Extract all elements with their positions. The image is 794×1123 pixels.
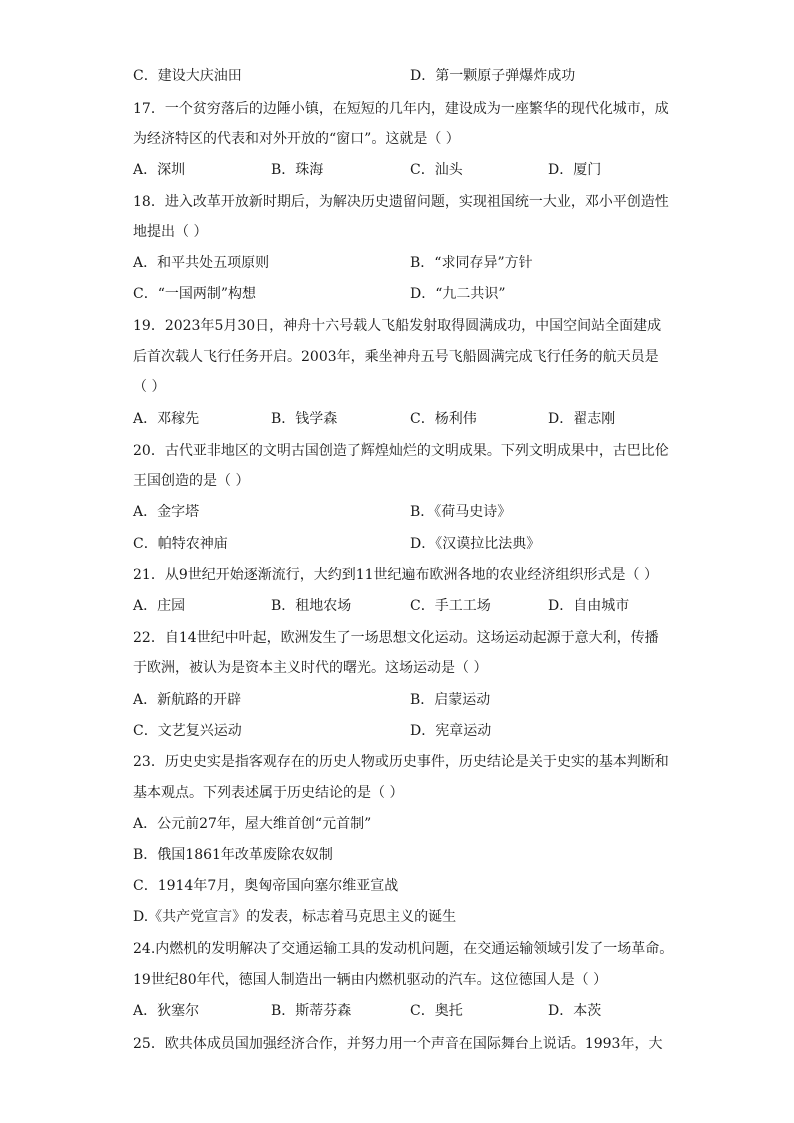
option-d: D．厦门: [548, 162, 602, 178]
question-24-text-cont: 19世纪80年代，德国人制造出一辆由内燃机驱动的汽车。这位德国人是（ ）: [133, 972, 608, 988]
option-d: D．自由城市: [548, 598, 630, 614]
option-d: D.《共产党宣言》的发表，标志着马克思主义的诞生: [133, 909, 457, 925]
option-a: A．邓稼先: [133, 411, 200, 427]
question-23-text-cont: 基本观点。下列表述属于历史结论的是（ ）: [133, 785, 404, 801]
option-a: A．公元前27年，屋大维首创“元首制”: [133, 816, 372, 832]
option-d: D．第一颗原子弹爆炸成功: [410, 68, 576, 84]
option-c: C．汕头: [410, 162, 463, 178]
option-c: C．奥托: [410, 1003, 463, 1019]
question-21-text: 21．从9世纪开始逐渐流行，大约到11世纪遍布欧洲各地的农业经济组织形式是（ ）: [133, 567, 658, 583]
option-b: B．“求同存异”方针: [410, 255, 533, 271]
question-24-text: 24.内燃机的发明解决了交通运输工具的发动机问题，在交通运输领域引发了一场革命。: [133, 941, 674, 957]
question-19-text-cont: 后首次载人飞行任务开启。2003年，乘坐神舟五号飞船圆满完成飞行任务的航天员是: [133, 349, 659, 365]
option-d: D．翟志刚: [548, 411, 616, 427]
option-d: D．本茨: [548, 1003, 602, 1019]
option-d: D．《汉谟拉比法典》: [410, 536, 541, 552]
option-c: C．建设大庆油田: [133, 68, 242, 84]
question-18-text: 18．进入改革开放新时期后，为解决历史遗留问题，实现祖国统一大业，邓小平创造性: [133, 194, 669, 210]
question-20-text: 20．古代亚非地区的文明古国创造了辉煌灿烂的文明成果。下列文明成果中，古巴比伦: [133, 443, 669, 459]
option-d: D．宪章运动: [410, 723, 492, 739]
question-22-text-cont: 于欧洲，被认为是资本主义时代的曙光。这场运动是（ ）: [133, 660, 488, 676]
question-22-text: 22．自14世纪中叶起，欧洲发生了一场思想文化运动。这场运动起源于意大利，传播: [133, 630, 659, 646]
option-a: A．狄塞尔: [133, 1003, 200, 1019]
question-23-text: 23．历史史实是指客观存在的历史人物或历史事件，历史结论是关于史实的基本判断和: [133, 754, 669, 770]
option-c: C．1914年7月，奥匈帝国向塞尔维亚宣战: [133, 878, 399, 894]
option-c: C．帕特农神庙: [133, 536, 228, 552]
option-c: C．杨利伟: [410, 411, 477, 427]
option-c: C．“一国两制”构想: [133, 286, 257, 302]
option-b: B．俄国1861年改革废除农奴制: [133, 847, 333, 863]
option-a: A．深圳: [133, 162, 186, 178]
option-b: B．租地农场: [271, 598, 352, 614]
option-b: B．《荷马史诗》: [410, 504, 512, 520]
question-17-text: 17．一个贫穷落后的边陲小镇，在短短的几年内，建设成为一座繁华的现代化城市，成: [133, 101, 669, 117]
question-20-text-cont: 王国创造的是（ ）: [133, 473, 250, 489]
option-b: B．珠海: [271, 162, 324, 178]
option-b: B．启蒙运动: [410, 692, 491, 708]
question-25-text: 25．欧共体成员国加强经济合作，并努力用一个声音在国际舞台上说话。1993年，大: [133, 1036, 663, 1052]
option-a: A．庄园: [133, 598, 186, 614]
question-19-blank: （ ）: [133, 379, 166, 395]
option-a: A．和平共处五项原则: [133, 255, 270, 271]
option-b: B．斯蒂芬森: [271, 1003, 352, 1019]
question-17-text-cont: 为经济特区的代表和对外开放的“窗口”。这就是（ ）: [133, 131, 460, 147]
question-19-text: 19．2023年5月30日，神舟十六号载人飞船发射取得圆满成功，中国空间站全面建成: [133, 318, 662, 334]
option-a: A．新航路的开辟: [133, 692, 242, 708]
question-18-text-cont: 地提出（ ）: [133, 224, 208, 240]
option-d: D．“九二共识”: [410, 286, 506, 302]
option-c: C．手工工场: [410, 598, 491, 614]
option-b: B．钱学森: [271, 411, 338, 427]
option-a: A．金字塔: [133, 504, 200, 520]
option-c: C．文艺复兴运动: [133, 723, 242, 739]
